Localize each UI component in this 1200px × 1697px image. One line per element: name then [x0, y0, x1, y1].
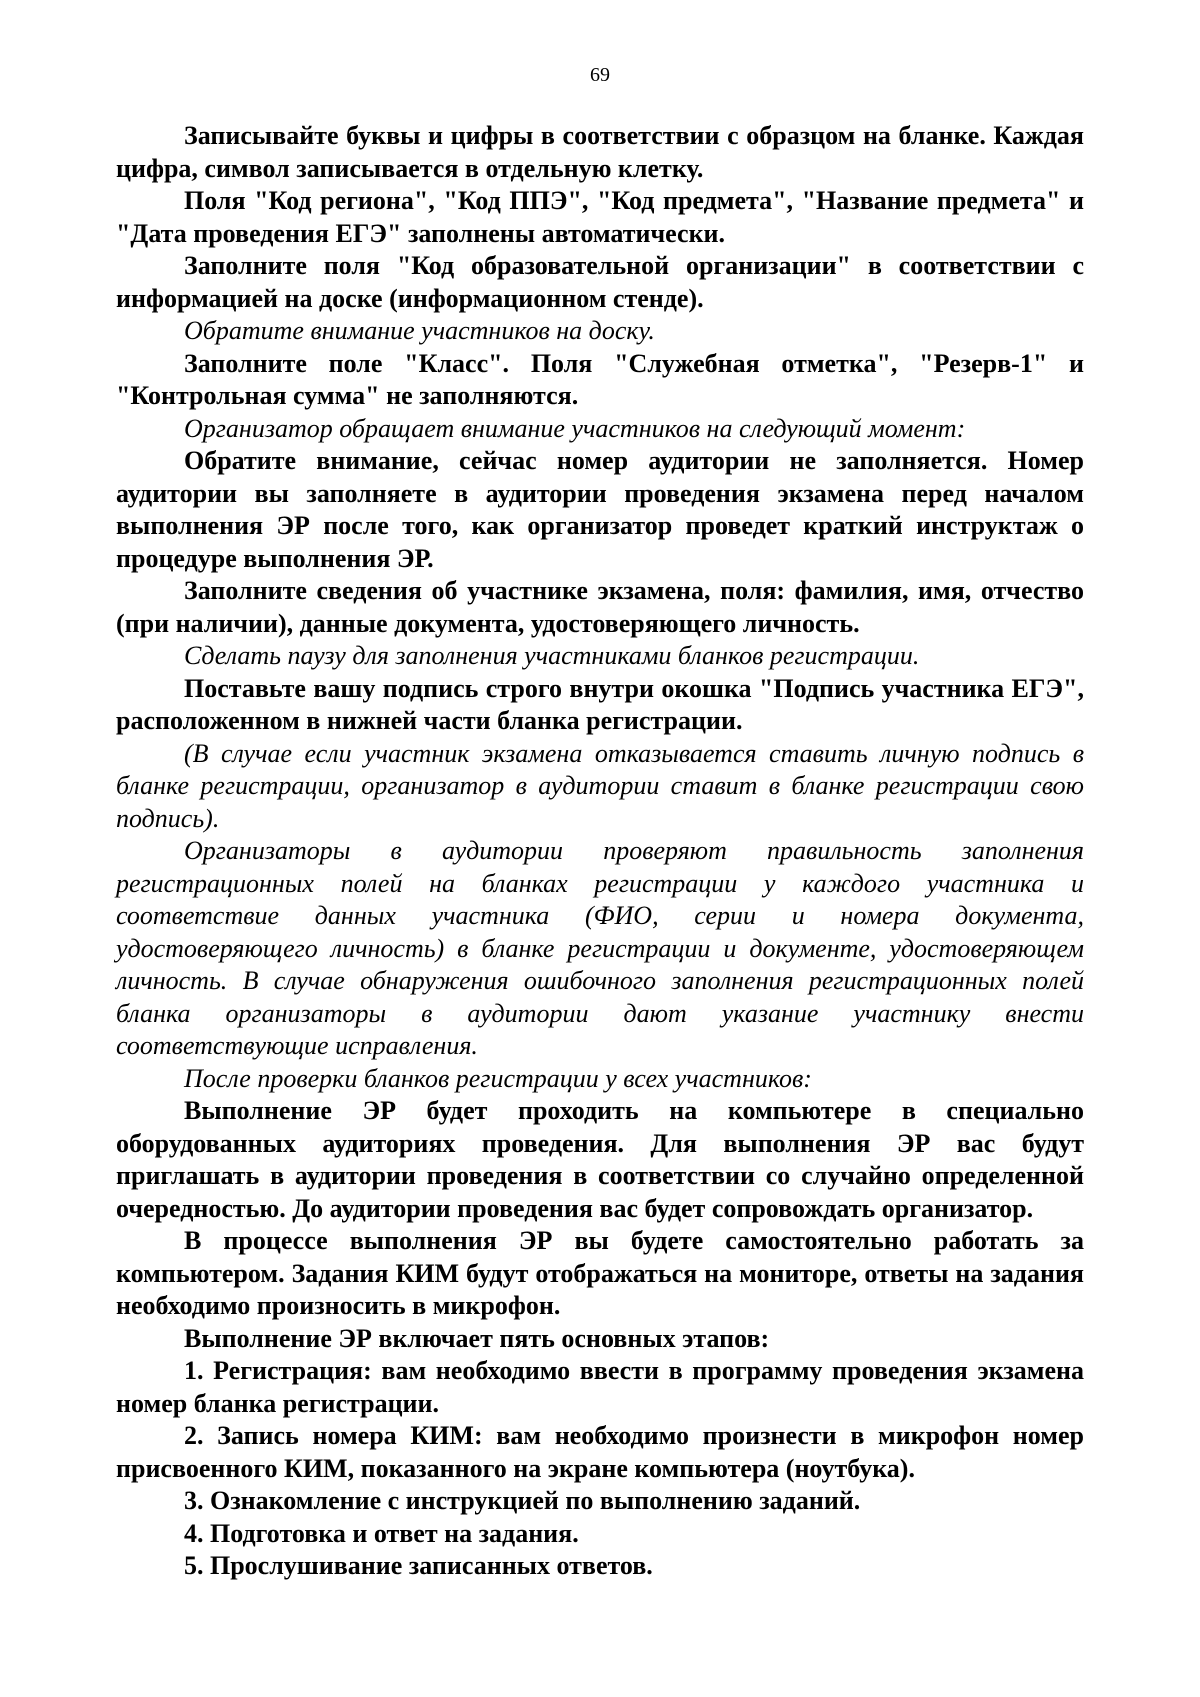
instruction-paragraph: Поля "Код региона", "Код ППЭ", "Код предмета", "Название предмета" и "Дата проведения ЕГЭ" заполнены автоматически.	[116, 186, 1084, 248]
instruction-paragraph: Заполните сведения об участнике экзамена, поля: фамилия, имя, отчество (при наличии), данные документа, удостоверяющего личность.	[116, 576, 1084, 638]
stage-item: 1. Регистрация: вам необходимо ввести в программу проведения экзамена номер бланка регистрации.	[116, 1356, 1084, 1418]
stage-item: 3. Ознакомление с инструкцией по выполнению заданий.	[184, 1486, 861, 1515]
organizer-note: После проверки бланков регистрации у всех участников:	[184, 1063, 812, 1093]
stage-item: 4. Подготовка и ответ на задания.	[184, 1518, 579, 1548]
instruction-paragraph: Выполнение ЭР включает пять основных этапов:	[184, 1323, 770, 1353]
stage-item: 2. Запись номера КИМ: вам необходимо произнести в микрофон номер присвоенного КИМ, показанного на экране компьютера (ноутбука).	[116, 1421, 1084, 1483]
organizer-note: Организатор обращает внимание участников на следующий момент:	[184, 413, 966, 443]
instruction-paragraph: Заполните поля "Код образовательной организации" в соответствии с информацией на доске (информационном стенде).	[116, 251, 1084, 313]
instruction-paragraph: В процессе выполнения ЭР вы будете самостоятельно работать за компьютером. Задания КИМ будут отображаться на мониторе, ответы на задания необходимо произносить в микрофон.	[116, 1226, 1084, 1320]
organizer-note: Сделать паузу для заполнения участниками бланков регистрации.	[184, 641, 920, 670]
page-number: 69	[590, 64, 610, 86]
stage-item: 5. Прослушивание записанных ответов.	[184, 1551, 653, 1580]
organizer-note: (В случае если участник экзамена отказывается ставить личную подпись в бланке регистрации, организатор в аудитории ставит в бланке регистрации свою подпись).	[116, 738, 1084, 833]
instruction-paragraph: Обратите внимание, сейчас номер аудитории не заполняется. Номер аудитории вы заполняете в аудитории проведения экзамена перед началом выполнения ЭР после того, как организатор проведет краткий инструктаж о процедуре выполнения ЭР.	[116, 446, 1084, 573]
document-page	[116, 58, 1084, 1583]
instruction-paragraph: Заполните поле "Класс". Поля "Служебная отметка", "Резерв-1" и "Контрольная сумма" не заполняются.	[116, 348, 1084, 410]
instruction-paragraph: Выполнение ЭР будет проходить на компьютере в специально оборудованных аудиториях проведения. Для выполнения ЭР вас будут приглашать в аудитории проведения в соответствии со случайно определенной очередностью. До аудитории проведения вас будет сопровождать организатор.	[116, 1096, 1084, 1223]
instruction-paragraph: Поставьте вашу подпись строго внутри окошка "Подпись участника ЕГЭ", расположенном в нижней части бланка регистрации.	[116, 673, 1084, 735]
organizer-note: Обратите внимание участников на доску.	[184, 316, 655, 345]
organizer-note: Организаторы в аудитории проверяют правильность заполнения регистрационных полей на бланках регистрации у каждого участника и соответствие данных участника (ФИО, серии и номера документа, удостоверяющего личность) в бланке регистрации и документе, удостоверяющем личность. В случае обнаружения ошибочного заполнения регистрационных полей бланка организаторы в аудитории дают указание участнику внести соответствующие исправления.	[116, 836, 1084, 1060]
instruction-paragraph: Записывайте буквы и цифры в соответствии с образцом на бланке. Каждая цифра, символ записывается в отдельную клетку.	[116, 121, 1084, 183]
